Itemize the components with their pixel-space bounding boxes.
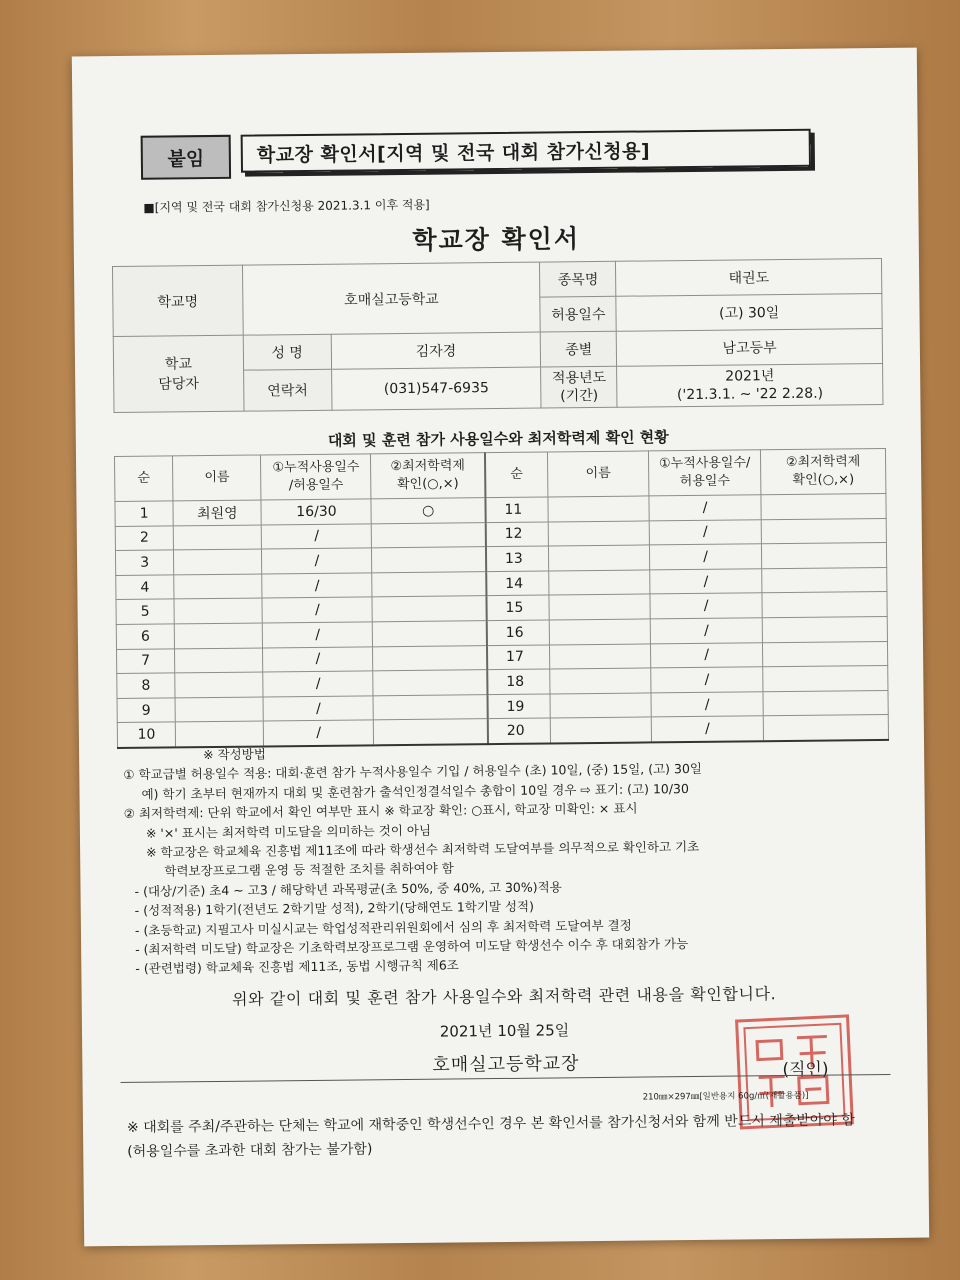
left-name-cell — [175, 721, 264, 747]
left-min-cell — [372, 571, 486, 597]
school-label: 학교명 — [112, 265, 243, 336]
right-days-cell: / — [651, 692, 763, 718]
note-line: - (대상/기준) 초4 ~ 고3 / 해당학년 과목평균(초 50%, 중 40%, 고 30%)적용 — [134, 879, 562, 899]
col-name-right: 이름 — [547, 451, 649, 497]
section-title: 대회 및 훈련 참가 사용일수와 최저학력제 확인 현황 — [327, 428, 669, 450]
school-value: 호매실고등학교 — [242, 262, 540, 335]
note-line: ※ '×' 표시는 최저학력 미도달을 의미하는 것이 아님 — [145, 822, 432, 841]
left-no-cell: 9 — [117, 698, 175, 723]
left-no-cell: 5 — [116, 599, 174, 624]
right-name-cell — [550, 668, 651, 694]
left-name-cell — [174, 574, 263, 600]
right-no-cell: 17 — [487, 645, 550, 670]
header-title: 학교장 확인서[지역 및 전국 대회 참가신청용] — [241, 129, 811, 173]
left-min-cell — [372, 547, 486, 573]
note-line: ※ 학교장은 학교체육 진흥법 제11조에 따라 학생선수 최저학력 도달여부를 의무적으로 확인하고 기초 — [146, 838, 700, 860]
left-days-cell: / — [262, 597, 372, 623]
left-no-cell: 8 — [117, 673, 175, 698]
left-min-cell — [373, 645, 487, 671]
usage-table-body — [115, 493, 889, 747]
right-no-cell: 14 — [486, 571, 549, 596]
attachment-tag: 붙임 — [141, 135, 231, 180]
contact-label: 연락처 — [243, 369, 331, 411]
document-title: 학교장 확인서 — [412, 224, 581, 255]
left-no-cell: 10 — [117, 722, 175, 748]
col-name: 이름 — [173, 455, 262, 501]
right-min-cell — [761, 543, 886, 569]
footnote: ※ 대회를 주최/주관하는 단체는 학교에 재학중인 학생선수인 경우 본 확인서를 참가신청서와 함께 반드시 제출받아야 함(허용일수를 초과한 대회 참가는 불가함) — [126, 1112, 855, 1160]
right-no-cell: 13 — [486, 546, 549, 571]
right-name-cell — [548, 496, 649, 522]
right-min-cell — [761, 493, 886, 519]
right-min-cell — [762, 616, 887, 642]
right-days-cell: / — [650, 618, 762, 644]
right-name-cell — [548, 521, 649, 547]
col-days: ①누적사용일수 /허용일수 — [261, 454, 371, 500]
name-value: 김자경 — [331, 332, 541, 369]
sport-label: 종목명 — [540, 261, 616, 297]
left-days-cell: / — [263, 622, 373, 648]
col-days-right: ①누적사용일수/ 허용일수 — [649, 450, 761, 496]
right-days-cell: / — [650, 569, 762, 595]
left-name-cell — [174, 623, 263, 649]
left-name-cell — [174, 598, 263, 624]
right-days-cell: / — [651, 667, 763, 693]
right-min-cell — [763, 641, 888, 667]
right-no-cell: 20 — [488, 718, 551, 744]
year-cell — [617, 363, 883, 407]
days-label: 허용일수 — [540, 296, 616, 332]
right-no-cell: 19 — [487, 694, 550, 719]
right-no-cell: 15 — [486, 595, 549, 620]
col-min-right: ②최저학력제 확인(○,×) — [761, 448, 886, 494]
col-min: ②최저학력제 확인(○,×) — [371, 453, 486, 499]
left-days-cell: 16/30 — [261, 499, 371, 525]
left-days-cell: / — [262, 548, 372, 574]
right-name-cell — [549, 570, 650, 596]
days-value: (고) 30일 — [616, 293, 882, 331]
right-days-cell: / — [651, 642, 763, 668]
left-no-cell: 1 — [115, 501, 173, 526]
note-line: ※ 작성방법 — [203, 746, 266, 763]
right-days-cell: / — [651, 716, 763, 742]
left-no-cell: 7 — [117, 648, 175, 673]
issue-date: 2021년 10월 25일 — [439, 1021, 570, 1041]
left-no-cell: 3 — [115, 550, 173, 575]
left-days-cell: / — [264, 720, 374, 746]
left-name-cell — [175, 648, 264, 674]
right-name-cell — [548, 545, 649, 571]
right-no-cell: 11 — [485, 497, 548, 522]
paper-size-note: 210㎜×297㎜[일반용지 60g/㎡(재활용품)] — [642, 1090, 809, 1103]
year-value: 2021년 — [725, 368, 775, 385]
note-line: 학력보장프로그램 운영 등 적절한 조치를 취하여야 함 — [164, 860, 454, 879]
left-no-cell: 6 — [116, 624, 174, 649]
left-name-cell — [175, 672, 264, 698]
confirmation-statement: 위와 같이 대회 및 훈련 참가 사용일수와 최저학력 관련 내용을 확인합니다. — [231, 984, 777, 1009]
right-name-cell — [550, 693, 651, 719]
note-line: - (초등학교) 지필고사 미실시교는 학업성적관리위원회에서 심의 후 최저학력 도달여부 결정 — [134, 917, 632, 938]
col-no: 순 — [114, 456, 173, 502]
right-min-cell — [763, 666, 888, 692]
right-days-cell: / — [649, 519, 761, 545]
info-table — [112, 258, 883, 413]
sport-value: 태권도 — [616, 258, 882, 296]
left-name-cell: 최원영 — [173, 500, 262, 526]
contact-value: (031)547-6935 — [331, 367, 541, 410]
left-days-cell: / — [262, 573, 372, 599]
left-no-cell: 2 — [115, 526, 173, 551]
left-min-cell — [372, 596, 486, 622]
left-min-cell — [373, 694, 487, 720]
left-min-cell — [371, 522, 485, 548]
right-no-cell: 18 — [487, 669, 550, 694]
name-label: 성 명 — [243, 334, 331, 370]
left-days-cell: / — [263, 671, 373, 697]
left-name-cell — [173, 525, 262, 551]
right-days-cell: / — [650, 593, 762, 619]
right-min-cell — [763, 690, 888, 716]
left-min-cell: ○ — [371, 498, 485, 524]
right-name-cell — [549, 619, 650, 645]
year-label: 적용년도 (기간) — [541, 366, 617, 408]
right-no-cell: 12 — [486, 522, 549, 547]
note-line: - (관련법령) 학교체육 진흥법 제11조, 동법 시행규칙 제6조 — [135, 957, 459, 977]
note-line: ① 학교급별 허용일수 적용: 대회·훈련 참가 누적사용일수 기입 / 허용일수 (초) 10일, (중) 15일, (고) 30일 — [123, 761, 703, 783]
right-days-cell: / — [649, 495, 761, 521]
left-no-cell: 4 — [116, 575, 174, 600]
left-days-cell: / — [263, 696, 373, 722]
usage-table — [114, 448, 889, 749]
col-no-right: 순 — [485, 452, 548, 498]
right-no-cell: 16 — [487, 620, 550, 645]
writing-notes — [123, 738, 895, 979]
principal-name: 호매실고등학교장 — [432, 1053, 580, 1076]
note-line: - (최저학력 미도달) 학교장은 기초학력보장프로그램 운영하여 미도달 학생선수 이수 후 대회참가 가능 — [135, 936, 689, 957]
right-name-cell — [549, 594, 650, 620]
manager-label: 학교 담당자 — [113, 335, 244, 412]
right-min-cell — [762, 567, 887, 593]
right-min-cell — [762, 592, 887, 618]
right-min-cell — [761, 518, 886, 544]
right-days-cell: / — [650, 544, 762, 570]
document — [72, 48, 929, 1247]
left-days-cell: / — [263, 646, 373, 672]
note-line: - (성적적용) 1학기(전년도 2학기말 성적), 2학기(당해연도 1학기말 성적) — [134, 898, 535, 919]
left-min-cell — [372, 621, 486, 647]
document-paper — [72, 48, 929, 1247]
left-days-cell: / — [262, 523, 372, 549]
note-line: ② 최저학력제: 단위 학교에서 확인 여부만 표시 ※ 학교장 확인: ○표시, 학교장 미확인: × 표시 — [123, 800, 638, 822]
left-min-cell — [373, 670, 487, 696]
left-name-cell — [174, 549, 263, 575]
left-name-cell — [175, 697, 264, 723]
division-label: 종별 — [541, 331, 617, 367]
right-name-cell — [549, 643, 650, 669]
applicability-note: ■[지역 및 전국 대회 참가신청용 2021.3.1 이후 적용] — [143, 197, 430, 215]
seal-label: (직인) — [782, 1059, 829, 1081]
period-value: ('21.3.1. ~ '22 2.28.) — [676, 385, 824, 404]
right-name-cell — [550, 717, 651, 743]
note-line: 예) 학기 초부터 현재까지 대회 및 훈련참가 출석인정결석일수 총합이 10일 경우 ⇨ 표기: (고) 10/30 — [141, 780, 690, 802]
division-value: 남고등부 — [617, 328, 883, 366]
